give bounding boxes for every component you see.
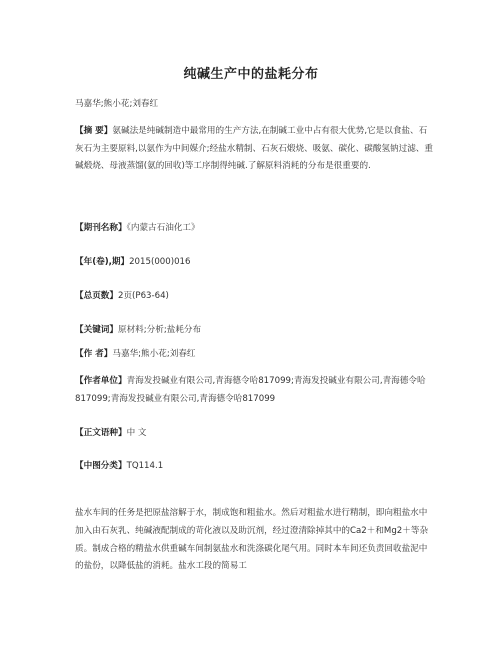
field-label: 【作 者】 (75, 349, 113, 359)
field-authors (75, 345, 435, 363)
abstract (75, 123, 435, 176)
field-label: 【正文语种】 (75, 428, 127, 438)
field-value: 2页(P63-64) (117, 291, 169, 301)
field-value: 《内蒙古石油化工》 (126, 223, 200, 233)
field-affiliation (75, 372, 435, 408)
field-journal (75, 219, 435, 237)
field-label: 【年(卷),期】 (75, 257, 130, 267)
document-title: 纯碱生产中的盐耗分布 (183, 67, 319, 82)
field-label: 【期刊名称】 (75, 223, 127, 233)
field-value: 2015(000)016 (129, 257, 191, 267)
field-year-volume (75, 253, 435, 271)
field-value: 马嘉华;熊小花;刘春红 (112, 349, 196, 359)
field-language (75, 424, 435, 442)
field-value: 青海发投碱业有限公司,青海德令哈817099;青海发投碱业有限公司,青海德令哈817099;青海发投碱业有限公司,青海德令哈817099 (75, 376, 426, 404)
authors-line: 马嘉华;熊小花;刘春红 (75, 99, 159, 109)
field-keywords (75, 321, 435, 339)
field-classification (75, 457, 435, 475)
field-label: 【作者单位】 (75, 376, 127, 386)
abstract-label: 【摘 要】 (75, 126, 113, 136)
field-label: 【中图分类】 (75, 461, 127, 471)
field-pages (75, 287, 435, 305)
body-paragraph: 盐水车间的任务是把原盐溶解于水，制成饱和粗盐水。然后对粗盐水进行精制，即向粗盐水中加入由石灰乳、纯碱液配制成的苛化液以及助沉剂，经过澄清除掉其中的Ca2＋和Mg2＋等杂质。制成合格的精盐水供重碱车间制氨盐水和洗涤碳化尾气用。同时本车间还负责回收盐泥中的盐份，以降低盐的消耗。盐水工段的简易工 (75, 508, 429, 572)
abstract-text: 氨碱法是纯碱制造中最常用的生产方法,在制碱工业中占有很大优势,它是以食盐、石灰石为主要原料,以氨作为中间媒介;经盐水精制、石灰石煅烧、吸氨、碳化、碳酸氢钠过滤、重碱煅烧、母液蒸馏(氨的回收)等工序制得纯碱.了解原料消耗的分布是很重要的. (75, 126, 433, 172)
field-label: 【总页数】 (75, 291, 118, 301)
field-value: 中 文 (126, 428, 147, 438)
field-value: TQ114.1 (126, 461, 164, 471)
field-value: 原材料;分析;盐耗分布 (117, 325, 202, 335)
field-label: 【关键词】 (75, 325, 118, 335)
